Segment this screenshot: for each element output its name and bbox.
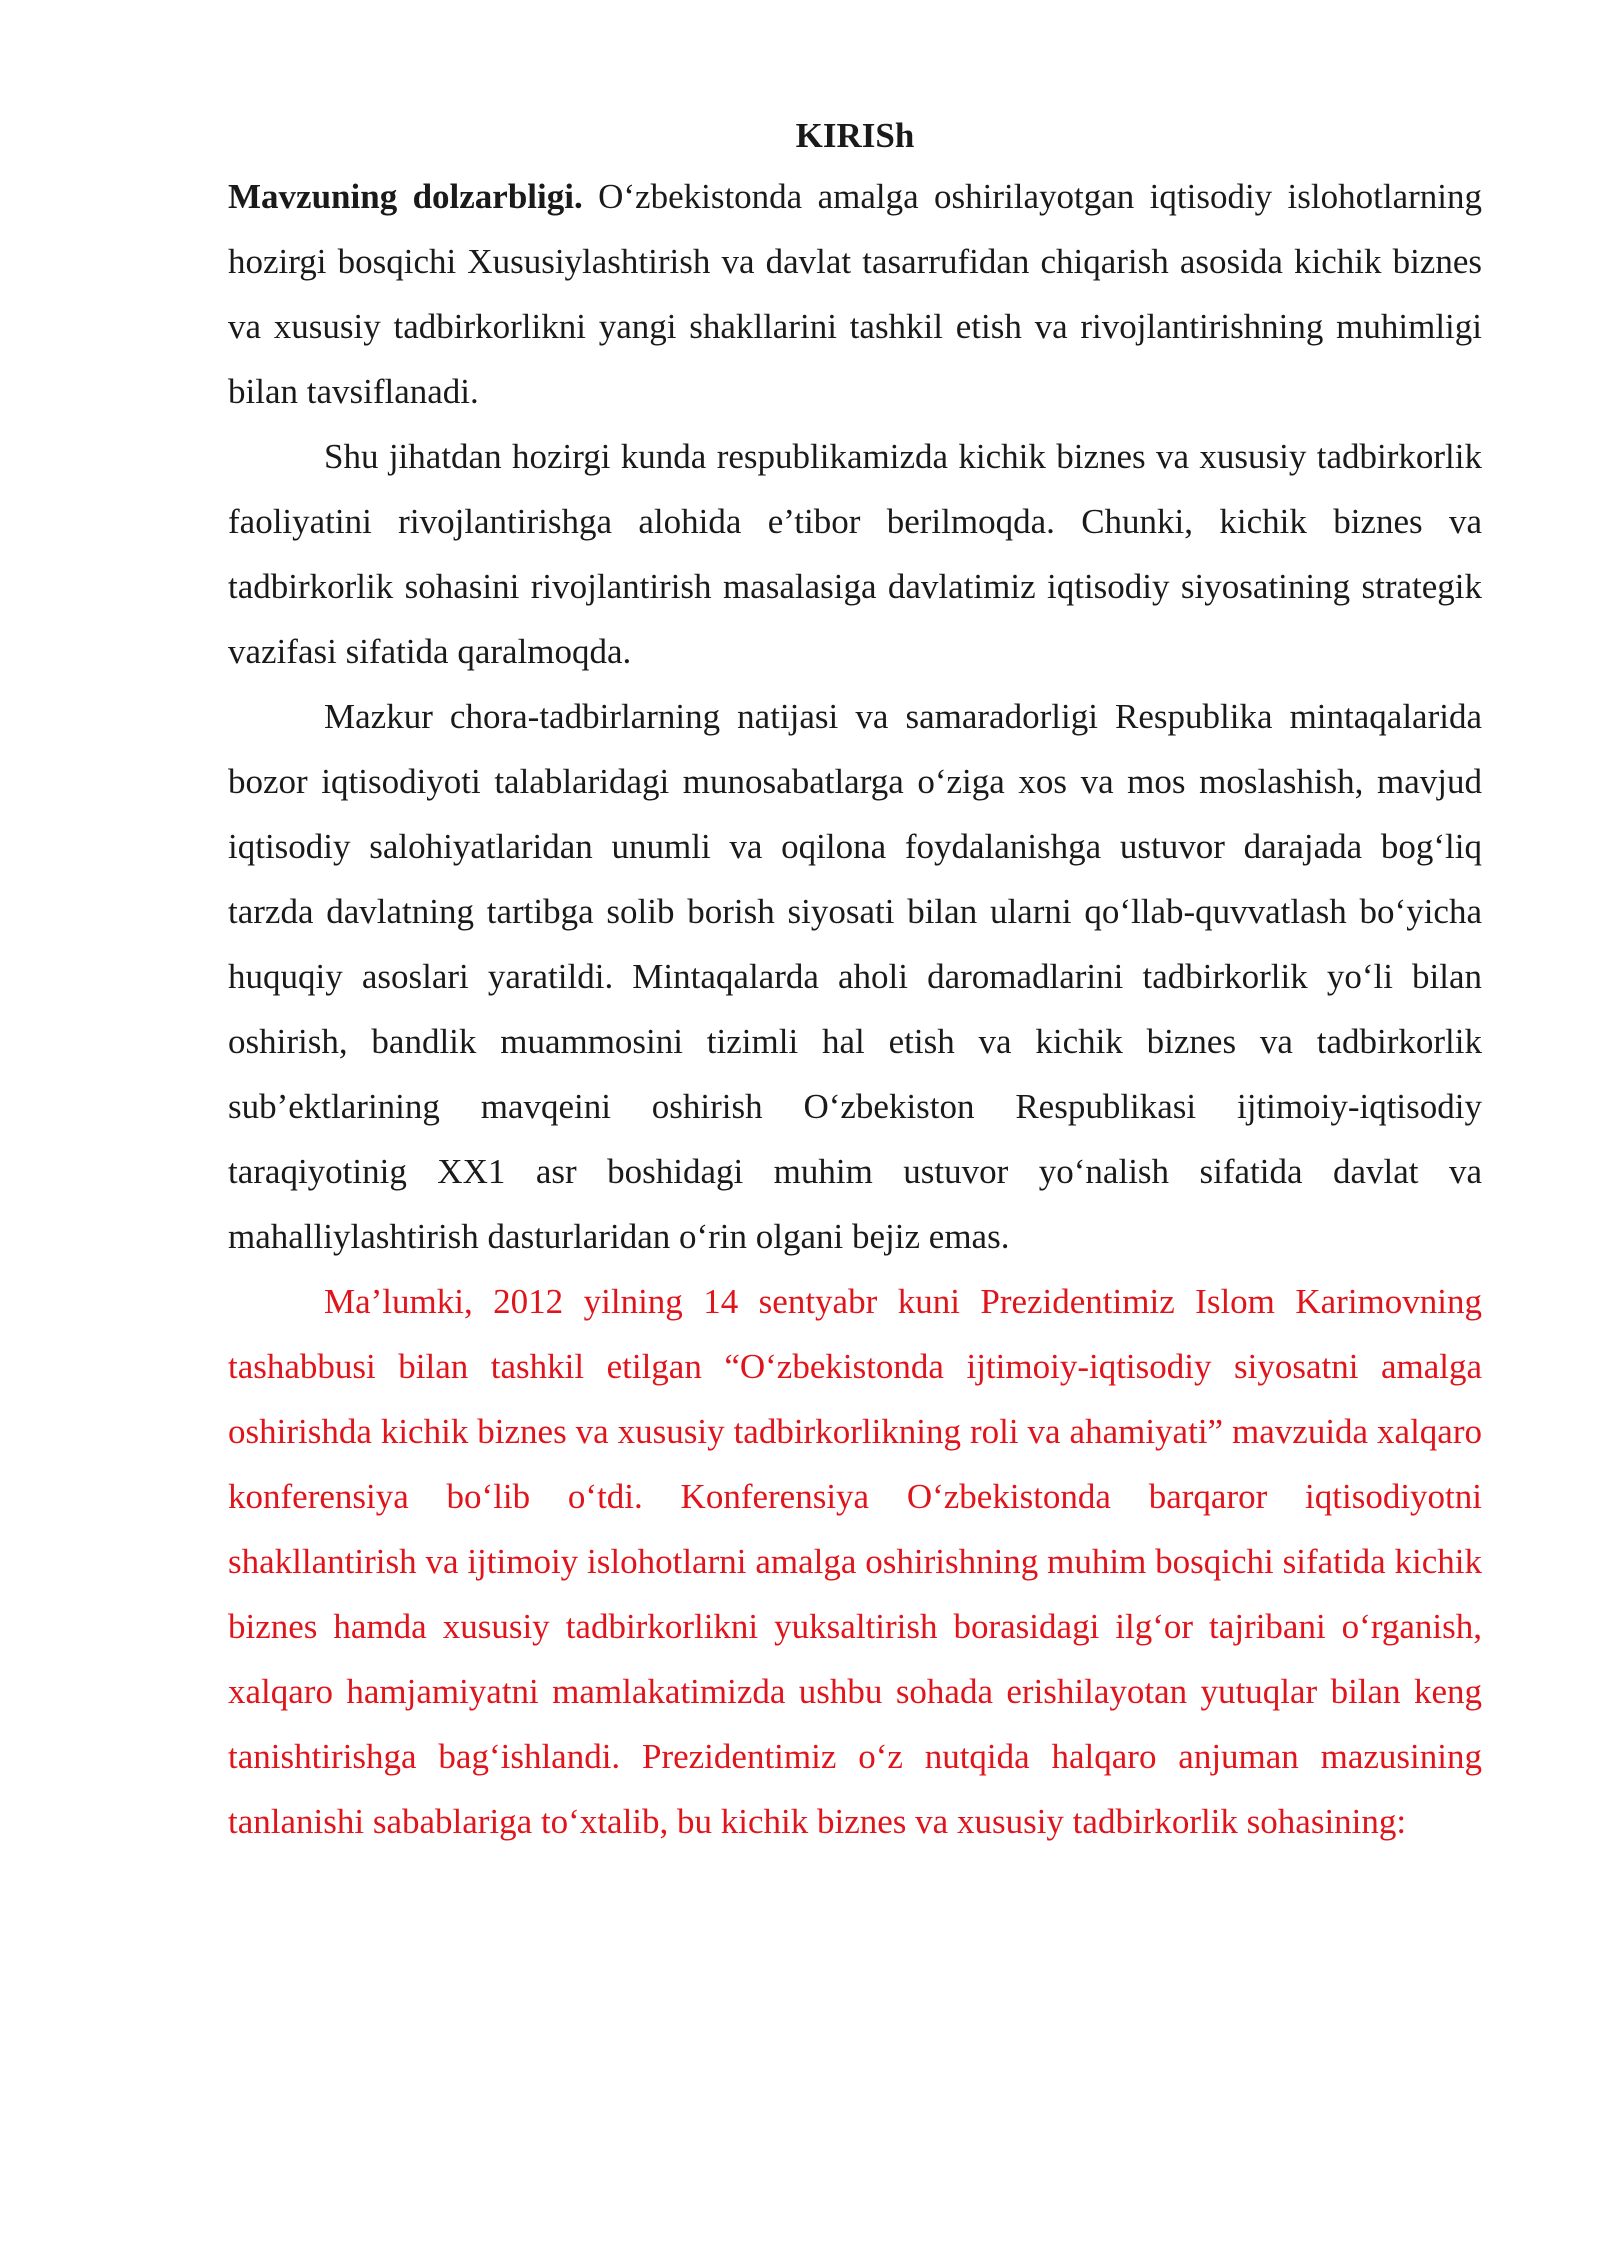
paragraph-4-highlighted: Ma’lumki, 2012 yilning 14 sentyabr kuni Prezidentimiz Islom Karimovning tashabbusi bilan tashkil etilgan “O‘zbekistonda ijtimoiy-iqtisodiy siyosatni amalga oshirishda kichik biznes va xususiy tadbirkorlikning roli va ahamiyati” mavzuida xalqaro konferensiya bo‘lib o‘tdi. Konferensiya O‘zbekistonda barqaror iqtisodiyotni shakllantirish va ijtimoiy islohotlarni amalga oshirishning muhim bosqichi sifatida kichik biznes hamda xususiy tadbirkorlikni yuksaltirish borasidagi ilg‘or tajribani o‘rganish, xalqaro hamjamiyatni mamlakatimizda ushbu sohada erishilayotan yutuqlar bilan keng tanishtirishga bag‘ishlandi. Prezidentimiz o‘z nutqida halqaro anjuman mazusining tanlanishi sabablariga to‘xtalib, bu kichik biznes va xususiy tadbirkorlik sohasining: bbox=[228, 1282, 1482, 1841]
document-body bbox=[228, 108, 1482, 1854]
paragraph-relevance bbox=[228, 164, 1482, 424]
paragraph-2: Shu jihatdan hozirgi kunda respublikamizda kichik biznes va xususiy tadbirkorlik faoliyatini rivojlantirishga alohida e’tibor berilmoqda. Chunki, kichik biznes va tadbirkorlik sohasini rivojlantirish masalasiga davlatimiz iqtisodiy siyosatining strategik vazifasi sifatida qaralmoqda. bbox=[228, 437, 1482, 671]
lead-heading: Mavzuning dolzarbligi. bbox=[228, 177, 583, 216]
page-title: KIRISh bbox=[795, 116, 915, 155]
paragraph-3: Mazkur chora-tadbirlarning natijasi va samaradorligi Respublika mintaqalarida bozor iqtisodiyoti talablaridagi munosabatlarga o‘ziga xos va mos moslashish, mavjud iqtisodiy salohiyatlaridan unumli va oqilona foydalanishga ustuvor darajada bog‘liq tarzda davlatning tartibga solib borish siyosati bilan ularni qo‘llab-quvvatlash bo‘yicha huquqiy asoslari yaratildi. Mintaqalarda aholi daromadlarini tadbirkorlik yo‘li bilan oshirish, bandlik muammosini tizimli hal etish va kichik biznes va tadbirkorlik sub’ektlarining mavqeini oshirish O‘zbekiston Respublikasi ijtimoiy-iqtisodiy taraqiyotinig XX1 asr boshidagi muhim ustuvor yo‘nalish sifatida davlat va mahalliylashtirish dasturlaridan o‘rin olgani bejiz emas. bbox=[228, 697, 1482, 1256]
paragraph-1-text: O‘zbekistonda amalga oshirilayotgan iqtisodiy islohotlarning hozirgi bosqichi Xususiylashtirish va davlat tasarrufidan chiqarish asosida kichik biznes va xususiy tadbirkorlikni yangi shakllarini tashkil etish va rivojlantirishning muhimligi bilan tavsiflanadi. bbox=[228, 177, 1482, 411]
